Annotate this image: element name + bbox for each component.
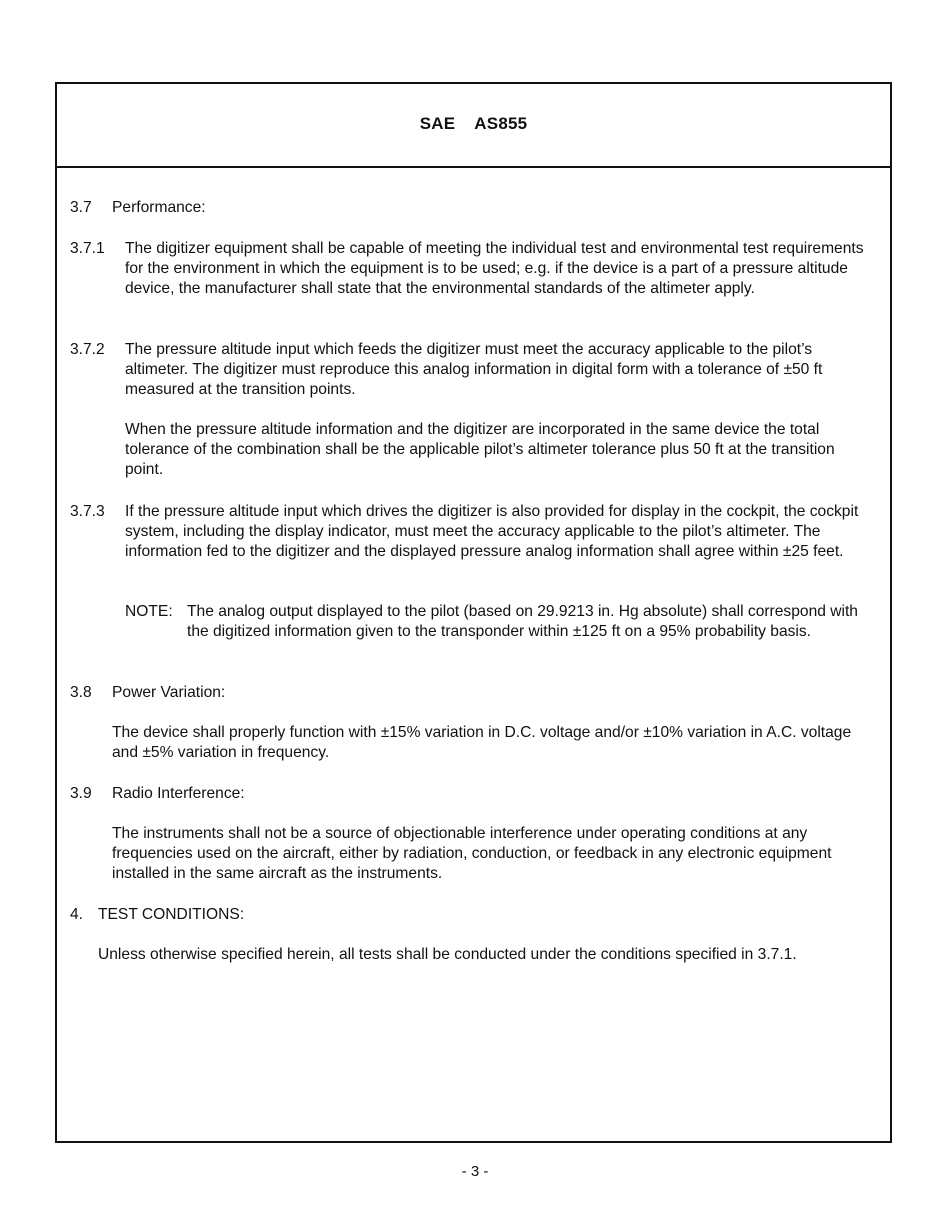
note-label: NOTE:	[125, 603, 173, 620]
section-title: Performance:	[112, 199, 206, 216]
section-3-9-text: The instruments shall not be a source of objectionable interference under operating conditions at any frequencies used on the aircraft, either by radiation, conduction, or feedback in any electronic equipment installed in the same aircraft as the instruments.	[112, 825, 832, 883]
section-3-8-text: The device shall properly function with ±15% variation in D.C. voltage and/or ±10% variation in A.C. voltage and ±5% variation in frequency.	[112, 724, 852, 762]
page-number: - 3 -	[461, 1163, 489, 1180]
document-title: SAE AS855	[419, 114, 528, 133]
section-title: Radio Interference:	[112, 785, 245, 802]
section-3-7-2-text-2: When the pressure altitude information and the digitizer are incorporated in the same device the total tolerance of the combination shall be the applicable pilot’s altimeter tolerance plus 50 ft at the transition point.	[125, 421, 835, 479]
section-4-text: Unless otherwise specified herein, all tests shall be conducted under the conditions specified in 3.7.1.	[98, 946, 797, 963]
section-title: Power Variation:	[112, 684, 226, 701]
section-number: 3.9	[70, 785, 92, 802]
section-3-7-1-text: The digitizer equipment shall be capable of meeting the individual test and environmental test requirements for the environment in which the equipment is to be used; e.g. if the device is a part of a pressure altitude device, the manufacturer shall state that the environmental standards of the altimeter apply.	[125, 240, 864, 298]
section-number: 3.7.3	[70, 503, 105, 520]
section-number: 3.7	[70, 199, 92, 216]
section-number: 3.7.1	[70, 240, 105, 257]
section-title: TEST CONDITIONS:	[98, 906, 245, 923]
note-text: The analog output displayed to the pilot (based on 29.9213 in. Hg absolute) shall correspond with the digitized information given to the transponder within ±125 ft on a 95% probability basis.	[187, 603, 858, 641]
section-number: 3.7.2	[70, 341, 105, 358]
section-number: 4.	[70, 906, 84, 923]
section-3-7-2-text: The pressure altitude input which feeds the digitizer must meet the accuracy applicable to the pilot’s altimeter. The digitizer must reproduce this analog information in digital form with a tolerance of ±50 ft measured at the transition points.	[125, 341, 823, 399]
document-header	[57, 84, 890, 168]
section-number: 3.8	[70, 684, 92, 701]
section-3-7-3-text: If the pressure altitude input which drives the digitizer is also provided for display in the cockpit, the cockpit system, including the display indicator, must meet the accuracy applicable to the pilot’s altimeter. The information fed to the digitizer and the displayed pressure analog information shall agree within ±25 feet.	[125, 503, 859, 561]
